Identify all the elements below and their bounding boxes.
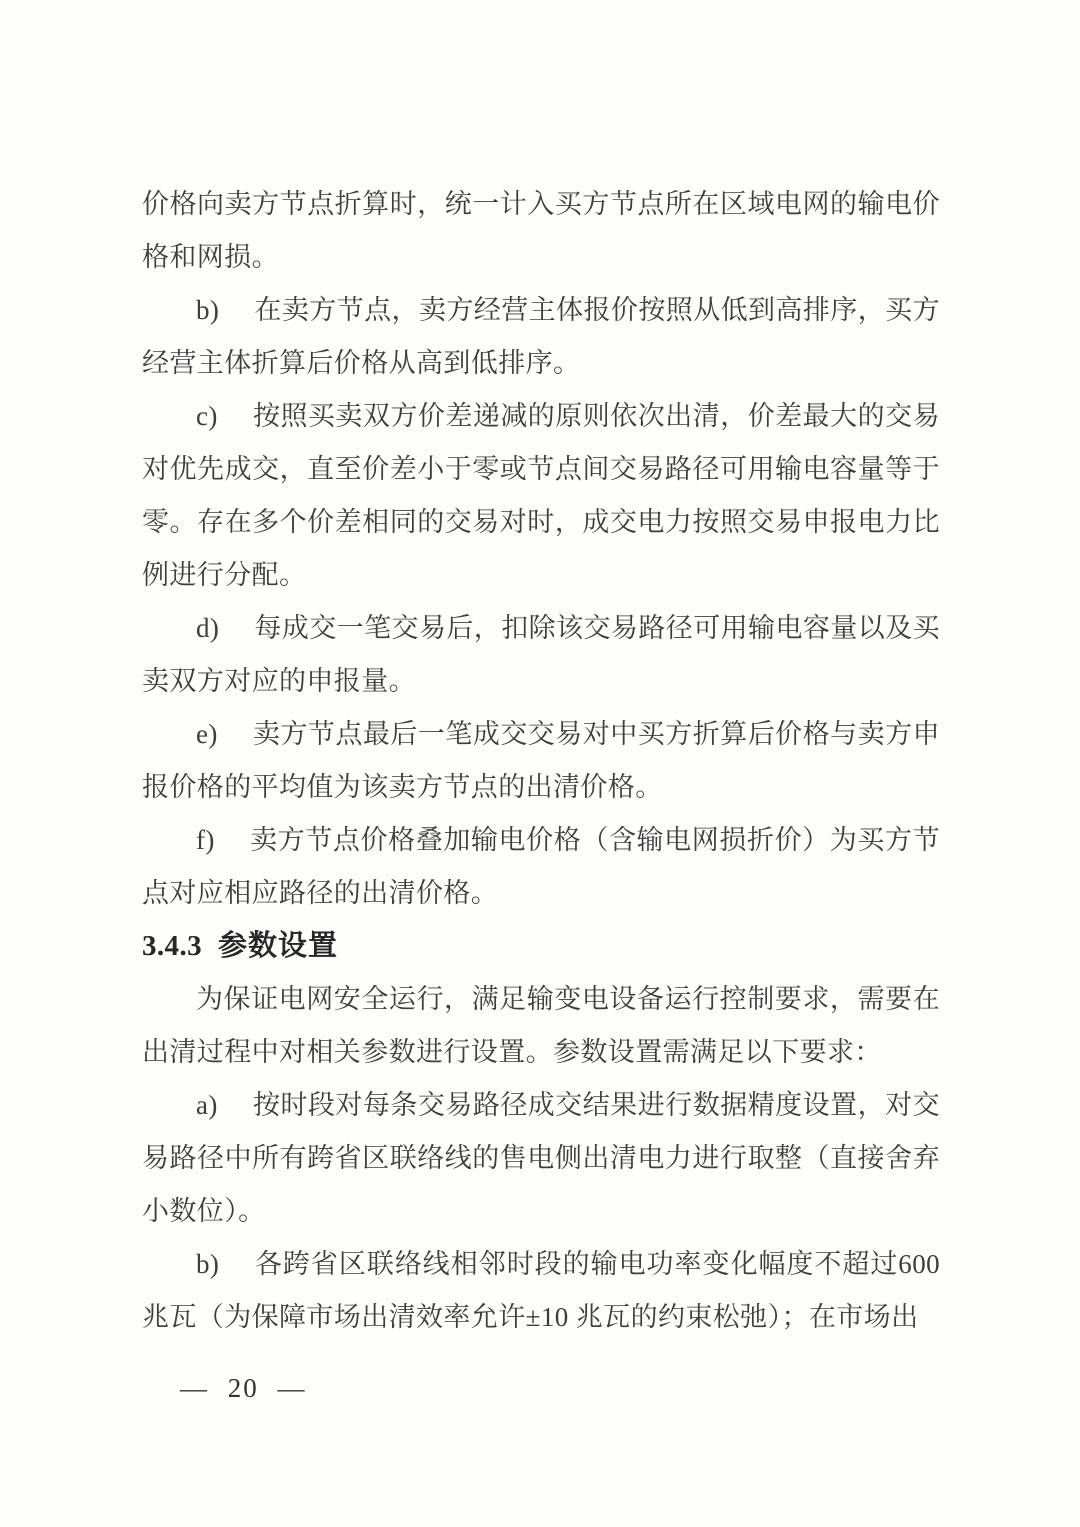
list-item-text: 各跨省区联络线相邻时段的输电功率变化幅度不超过600兆瓦（为保障市场出清效率允许±10 兆瓦的约束松弛）；在市场出 bbox=[142, 1249, 940, 1332]
list-item-label: a) bbox=[196, 1090, 218, 1120]
list-item-text: 卖方节点价格叠加输电价格（含输电网损折价）为买方节点对应相应路径的出清价格。 bbox=[142, 825, 940, 908]
list-item-b bbox=[142, 1238, 940, 1344]
section-title: 参数设置 bbox=[217, 930, 338, 962]
list-item-label: f) bbox=[196, 825, 215, 855]
list-item-label: c) bbox=[196, 401, 218, 431]
list-item-text: 每成交一笔交易后，扣除该交易路径可用输电容量以及买卖双方对应的申报量。 bbox=[142, 613, 940, 696]
paragraph: 价格向卖方节点折算时，统一计入买方节点所在区域电网的输电价格和网损。 bbox=[142, 189, 940, 272]
list-item-label: b) bbox=[196, 1249, 220, 1279]
list-item-e bbox=[142, 708, 940, 814]
list-item-text: 在卖方节点，卖方经营主体报价按照从低到高排序，买方经营主体折算后价格从高到低排序。 bbox=[142, 295, 940, 378]
section-number: 3.4.3 bbox=[142, 930, 202, 962]
section-heading bbox=[142, 920, 940, 973]
document-body bbox=[142, 178, 940, 1344]
list-item-label: d) bbox=[196, 613, 220, 643]
list-item-text: 按照买卖双方价差递减的原则依次出清，价差最大的交易对优先成交，直至价差小于零或节点间交易路径可用输电容量等于零。存在多个价差相同的交易对时，成交电力按照交易申报电力比例进行分配。 bbox=[142, 401, 940, 590]
list-item-a bbox=[142, 1079, 940, 1238]
list-item-text: 卖方节点最后一笔成交交易对中买方折算后价格与卖方申报价格的平均值为该卖方节点的出清价格。 bbox=[142, 719, 940, 802]
list-item-b bbox=[142, 284, 940, 390]
list-item-text: 按时段对每条交易路径成交结果进行数据精度设置，对交易路径中所有跨省区联络线的售电侧出清电力进行取整（直接舍弃小数位）。 bbox=[142, 1090, 940, 1226]
list-item-f bbox=[142, 814, 940, 920]
list-item-label: b) bbox=[196, 295, 220, 325]
list-item-label: e) bbox=[196, 719, 218, 749]
page-number: — 20 — bbox=[180, 1373, 307, 1403]
paragraph: 为保证电网安全运行，满足输变电设备运行控制要求，需要在出清过程中对相关参数进行设置。参数设置需满足以下要求： bbox=[142, 984, 940, 1067]
list-item-c bbox=[142, 390, 940, 602]
list-item-d bbox=[142, 602, 940, 708]
